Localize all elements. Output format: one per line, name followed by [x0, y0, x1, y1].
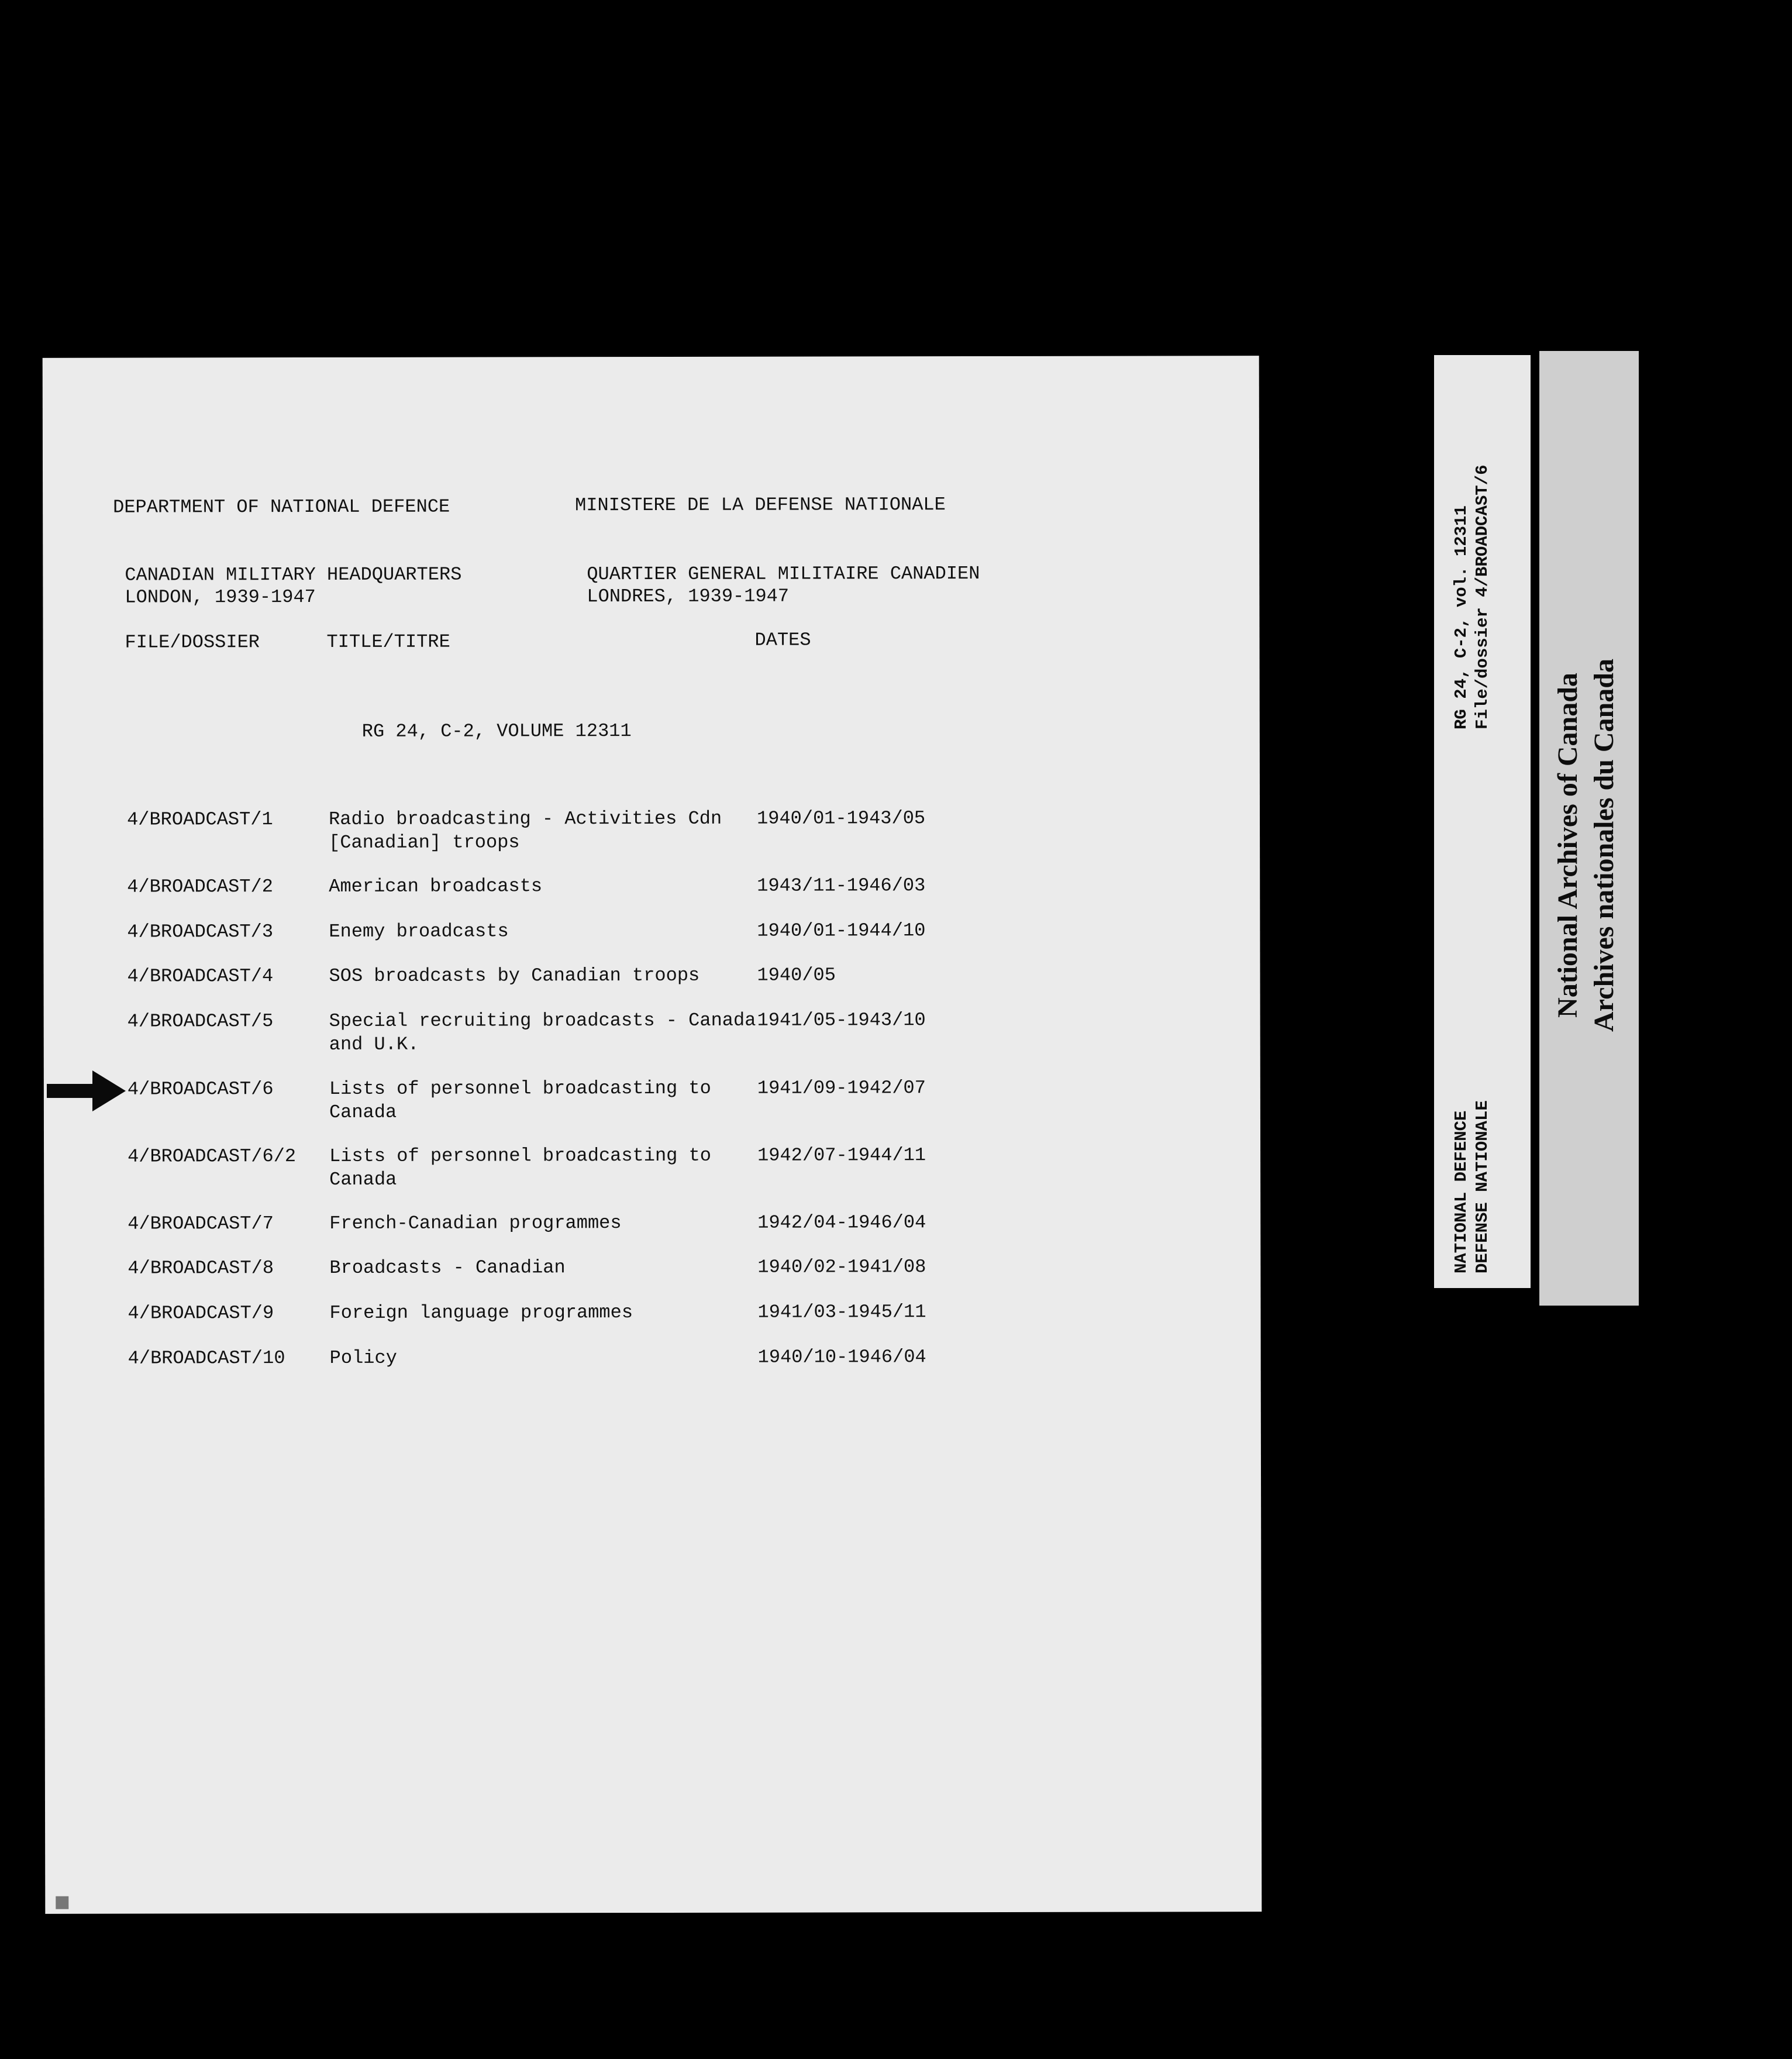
row-title: Special recruiting broadcasts - Canada and U.K.	[329, 1009, 756, 1055]
row-title: Enemy broadcasts	[329, 920, 509, 942]
row-dates: 1942/04-1946/04	[757, 1211, 926, 1234]
row-title: Foreign language programmes	[329, 1301, 633, 1324]
row-ref: 4/BROADCAST/6	[127, 1078, 274, 1100]
page-corner-fold	[56, 1896, 68, 1909]
row-title: Lists of personnel broadcasting to Canada	[329, 1144, 712, 1190]
row-dates: 1940/01-1943/05	[757, 807, 926, 829]
col-file-header: FILE/DOSSIER	[125, 631, 260, 653]
row-dates: 1941/05-1943/10	[757, 1009, 926, 1031]
col-title-header: TITLE/TITRE	[326, 631, 450, 653]
row-ref: 4/BROADCAST/10	[127, 1347, 285, 1369]
row-title: Lists of personnel broadcasting to Canada	[329, 1077, 711, 1123]
row-ref: 4/BROADCAST/2	[127, 876, 273, 898]
row-ref: 4/BROADCAST/9	[127, 1302, 274, 1324]
label-dept-line2: DEFENSE NATIONALE	[1473, 1100, 1492, 1273]
row-ref: 4/BROADCAST/8	[127, 1257, 274, 1279]
row-ref: 4/BROADCAST/6/2	[127, 1145, 297, 1168]
row-title: SOS broadcasts by Canadian troops	[329, 964, 700, 987]
dept-fr: MINISTERE DE LA DEFENSE NATIONALE	[575, 494, 946, 517]
row-dates: 1943/11-1946/03	[757, 874, 926, 897]
row-title: Policy	[329, 1347, 397, 1369]
label-ref-line1: RG 24, C-2, vol. 12311	[1452, 505, 1471, 729]
hq-fr-line2: LONDRES, 1939-1947	[587, 585, 790, 608]
hq-en-line1: CANADIAN MILITARY HEADQUARTERS	[125, 563, 462, 586]
row-dates: 1941/09-1942/07	[757, 1077, 926, 1099]
row-dates: 1940/01-1944/10	[757, 920, 926, 942]
volume-heading: RG 24, C-2, VOLUME 12311	[361, 720, 632, 742]
archives-line2: Archives nationales du Canada	[1588, 659, 1619, 1032]
dept-en: DEPARTMENT OF NATIONAL DEFENCE	[113, 495, 450, 518]
label-ref-line2: File/dossier 4/BROADCAST/6	[1473, 464, 1492, 729]
archives-label	[1539, 351, 1639, 1306]
hq-fr-line1: QUARTIER GENERAL MILITAIRE CANADIEN	[587, 563, 980, 586]
row-dates: 1941/03-1945/11	[757, 1301, 926, 1323]
row-ref: 4/BROADCAST/4	[127, 965, 274, 987]
row-ref: 4/BROADCAST/5	[127, 1010, 274, 1032]
row-title: French-Canadian programmes	[329, 1212, 622, 1234]
row-dates: 1940/05	[757, 964, 836, 986]
document-page	[43, 356, 1262, 1914]
row-dates: 1940/10-1946/04	[757, 1346, 926, 1368]
label-dept-line1: NATIONAL DEFENCE	[1452, 1110, 1471, 1273]
row-title: American broadcasts	[329, 875, 543, 897]
row-title: Radio broadcasting - Activities Cdn [Canadian] troops	[329, 807, 722, 853]
row-ref: 4/BROADCAST/3	[127, 921, 274, 943]
arrow-right-icon	[47, 1070, 126, 1111]
row-title: Broadcasts - Canadian	[329, 1256, 566, 1279]
file-label	[1434, 355, 1531, 1288]
row-ref: 4/BROADCAST/1	[127, 808, 273, 831]
col-dates-header: DATES	[754, 629, 811, 651]
archives-line1: National Archives of Canada	[1552, 673, 1583, 1018]
row-ref: 4/BROADCAST/7	[127, 1213, 274, 1235]
row-dates: 1942/07-1944/11	[757, 1144, 926, 1166]
row-dates: 1940/02-1941/08	[757, 1256, 926, 1278]
hq-en-line2: LONDON, 1939-1947	[125, 586, 316, 608]
